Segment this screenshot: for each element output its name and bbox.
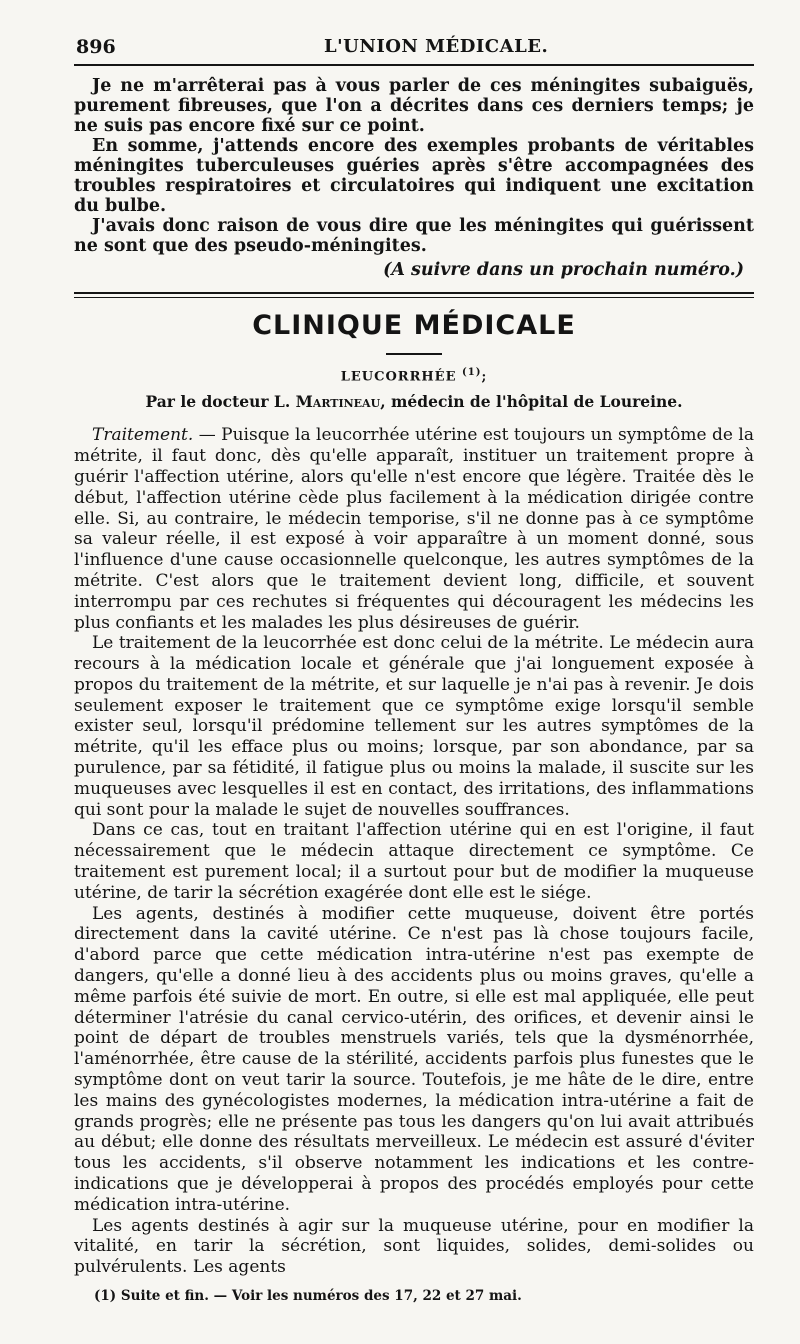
paragraph: Dans ce cas, tout en traitant l'affection utérine qui en est l'origine, il faut nécessairement que le médecin attaque directement ce symptôme. Ce traitement est purement local; il a surtout pour but de modifier la muqueuse utérine, de tarir la sécrétion exagérée dont elle est le siége. bbox=[74, 820, 754, 903]
paragraph: Les agents destinés à agir sur la muqueuse utérine, pour en modifier la vitalité, en tarir la sécrétion, sont liquides, solides, demi-solides ou pulvérulents. Les agents bbox=[74, 1215, 754, 1278]
journal-title: L'UNION MÉDICALE. bbox=[324, 36, 549, 57]
to-be-continued-note: (A suivre dans un prochain numéro.) bbox=[383, 260, 744, 280]
page-number: 896 bbox=[76, 36, 116, 58]
section-divider bbox=[74, 292, 754, 298]
article-title-suffix: ; bbox=[481, 369, 488, 385]
previous-article-ending bbox=[74, 76, 754, 280]
running-head bbox=[74, 26, 754, 60]
paragraph-text: — Puisque la leucorrhée utérine est toujours un symptôme de la métrite, il faut donc, dès qu'elle apparaît, instituer un traitement propre à guérir l'affection utérine, alors qu'elle n'est encore que légère. Traitée dès le début, l'affection utérine cède plus facilement à la médication dirigée contre elle. Si, au contraire, le médecin temporise, s'il ne donne pas à ce symptôme sa valeur réelle, il est exposé à voir apparaître à un moment donné, sous l'influence d'une cause occasionnelle quelconque, les autres symptômes de la métrite. C'est alors que le traitement devient long, difficile, et souvent interrompu par ces rechutes si fréquentes qui découragent les médecins les plus confiants et les malades les plus désireuses de guérir. bbox=[74, 425, 754, 633]
section-title: CLINIQUE MÉDICALE bbox=[252, 310, 576, 341]
header-rule bbox=[74, 64, 754, 66]
footnote-text: Suite et fin. — Voir les numéros des 17, 22 et 27 mai. bbox=[120, 1288, 522, 1304]
byline bbox=[74, 392, 754, 411]
paragraph bbox=[74, 425, 754, 633]
author-name: Martineau bbox=[295, 392, 381, 412]
byline-suffix: , médecin de l'hôpital de Loureine. bbox=[380, 392, 683, 412]
footnote-marker: (1) bbox=[94, 1288, 117, 1304]
article-body bbox=[74, 425, 754, 1278]
article-title bbox=[74, 367, 754, 384]
paragraph: Les agents, destinés à modifier cette muqueuse, doivent être portés directement dans la cavité utérine. Ce n'est pas là chose toujours facile, d'abord parce que cette médication intra-utérine n'est pas exempte de dangers, qu'elle a donné lieu à des accidents plus ou moins graves, qu'elle a même parfois été suivie de mort. En outre, si elle est mal appliquée, elle peut déterminer l'atrésie du canal cervico-utérin, des orifices, et devenir ainsi le point de départ de troubles menstruels variés, tels que la dysménorrhée, l'aménorrhée, être cause de la stérilité, accidents parfois plus funestes que le symptôme dont on veut tarir la source. Toutefois, je me hâte de le dire, entre les mains des gynécologistes modernes, la médication intra-utérine a fait de grands progrès; elle ne présente pas tous les dangers qu'on lui avait attribués au début; elle donne des résultats merveilleux. Le médecin est assuré d'éviter tous les accidents, s'il observe notamment les indications et les contre-indications que je développerai à propos des procédés employés pour cette médication intra-utérine. bbox=[74, 903, 754, 1215]
article-title-text: LEUCORRHÉE bbox=[340, 369, 457, 385]
paragraph: Je ne m'arrêterai pas à vous parler de ces méningites subaiguës, purement fibreuses, que l'on a décrites dans ces derniers temps; je ne suis pas encore fixé sur ce point. bbox=[74, 76, 754, 136]
paragraph: J'avais donc raison de vous dire que les méningites qui guérissent ne sont que des pseudo-méningites. bbox=[74, 216, 754, 256]
paragraph: En somme, j'attends encore des exemples probants de véritables méningites tuberculeuses guéries après s'être accompagnées des troubles respiratoires et circulatoires qui indiquent une excitation du bulbe. bbox=[74, 136, 754, 216]
paragraph: Le traitement de la leucorrhée est donc celui de la métrite. Le médecin aura recours à la médication locale et générale que j'ai longuement exposée à propos du traitement de la métrite, et sur laquelle je n'ai pas à revenir. Je dois seulement exposer le traitement que ce symptôme exige lorsqu'il semble exister seul, lorsqu'il prédomine tellement sur les autres symptômes de la métrite, qu'il les efface plus ou moins; lorsque, par son abondance, par sa purulence, par sa fétidité, il fatigue plus ou moins la malade, il suscite sur les muqueuses avec lesquelles il est en contact, des irritations, des inflammations qui sont pour la malade le sujet de nouvelles souffrances. bbox=[74, 633, 754, 820]
byline-prefix: Par le docteur L. bbox=[145, 392, 291, 412]
footnote bbox=[94, 1288, 522, 1304]
title-rule bbox=[386, 353, 442, 355]
lead-word: Traitement. bbox=[92, 425, 194, 446]
footnote-reference: (1) bbox=[462, 367, 482, 378]
